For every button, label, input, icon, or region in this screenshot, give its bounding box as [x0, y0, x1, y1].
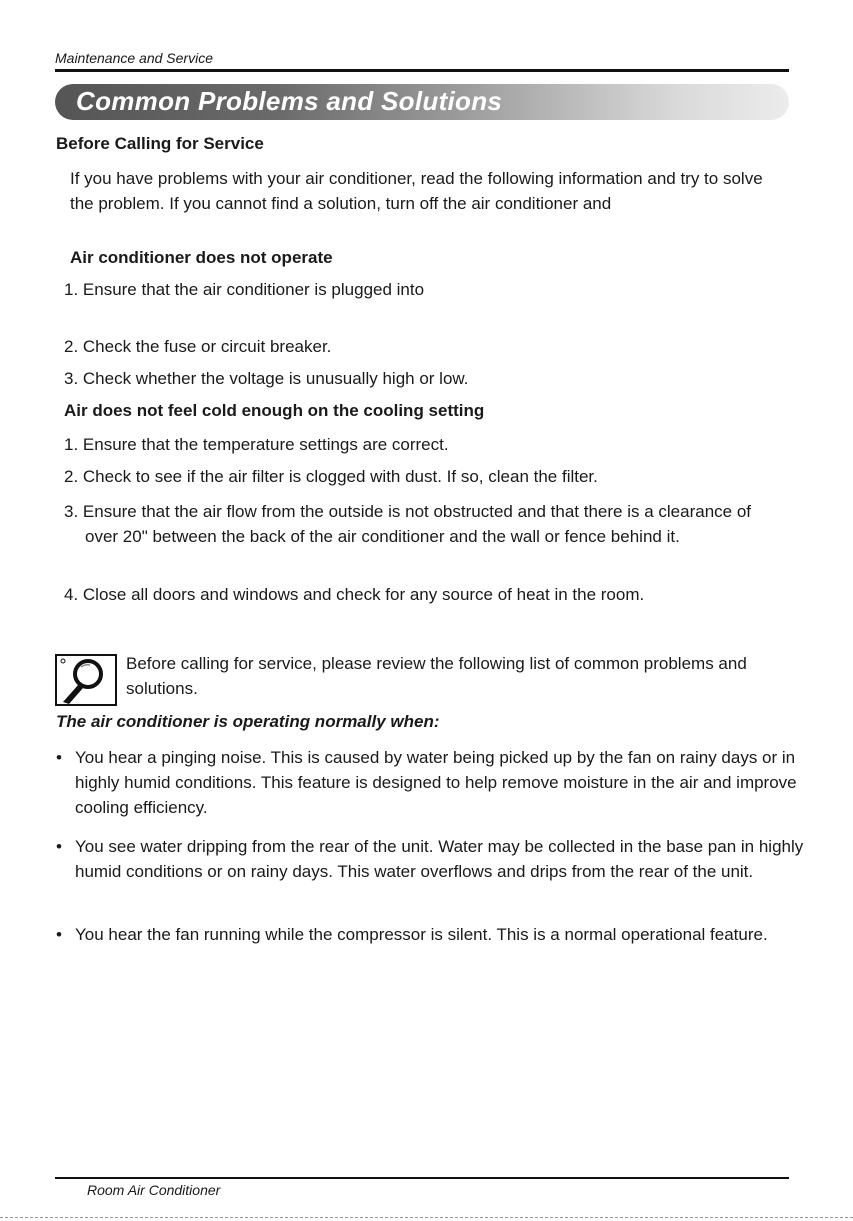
intro-heading: Before Calling for Service: [56, 134, 264, 153]
normal-bullet-3: [56, 922, 805, 947]
problem-1-item-3: 3. Check whether the voltage is unusually high or low.: [64, 369, 469, 388]
note-text: Before calling for service, please review the following list of common problems and solutions.: [126, 654, 747, 698]
problem-1-item-1: 1. Ensure that the air conditioner is plugged into: [64, 280, 425, 299]
header-section-label: Maintenance and Service: [55, 50, 213, 66]
bullet-dot: •: [56, 748, 62, 767]
normal-bullet-1-text: You hear a pinging noise. This is caused by water being picked up by the fan on rainy days or in highly humid conditions. This feature is designed to help remove moisture in the air and improve cooling efficiency.: [75, 748, 797, 817]
intro-paragraph: If you have problems with your air conditioner, read the following information and try to solve the problem. If you cannot find a solution, turn off the air conditioner and: [70, 169, 763, 213]
normal-operation-heading: The air conditioner is operating normally when:: [56, 712, 440, 731]
header-rule: [55, 69, 789, 72]
normal-bullet-2: [56, 834, 805, 884]
page-edge-dashes: [0, 1217, 853, 1218]
problem-1-item-2: 2. Check the fuse or circuit breaker.: [64, 337, 332, 356]
problem-2-item-3: 3. Ensure that the air flow from the outside is not obstructed and that there is a clearance of over 20" between the back of the air conditioner and the wall or fence behind it.: [64, 502, 751, 546]
magnifier-icon: [55, 654, 117, 706]
normal-bullet-2-text: You see water dripping from the rear of the unit. Water may be collected in the base pan in highly humid conditions or on rainy days. This water overflows and drips from the rear of the unit.: [75, 837, 804, 881]
bullet-dot: •: [56, 925, 62, 944]
footer-label: Room Air Conditioner: [87, 1182, 221, 1198]
page-title: Common Problems and Solutions: [76, 86, 503, 116]
problem-2-item-4: 4. Close all doors and windows and check for any source of heat in the room.: [64, 585, 645, 604]
problem-2-item-2: 2. Check to see if the air filter is clogged with dust. If so, clean the filter.: [64, 467, 598, 486]
bullet-dot: •: [56, 837, 62, 856]
footer-rule: [55, 1177, 789, 1179]
problem-2-item-1: 1. Ensure that the temperature settings are correct.: [64, 435, 449, 454]
problem-2-heading: Air does not feel cold enough on the cooling setting: [64, 401, 485, 420]
normal-bullet-3-text: You hear the fan running while the compressor is silent. This is a normal operational feature.: [75, 925, 768, 944]
normal-bullet-1: [56, 745, 805, 820]
problem-1-heading: Air conditioner does not operate: [70, 248, 333, 267]
